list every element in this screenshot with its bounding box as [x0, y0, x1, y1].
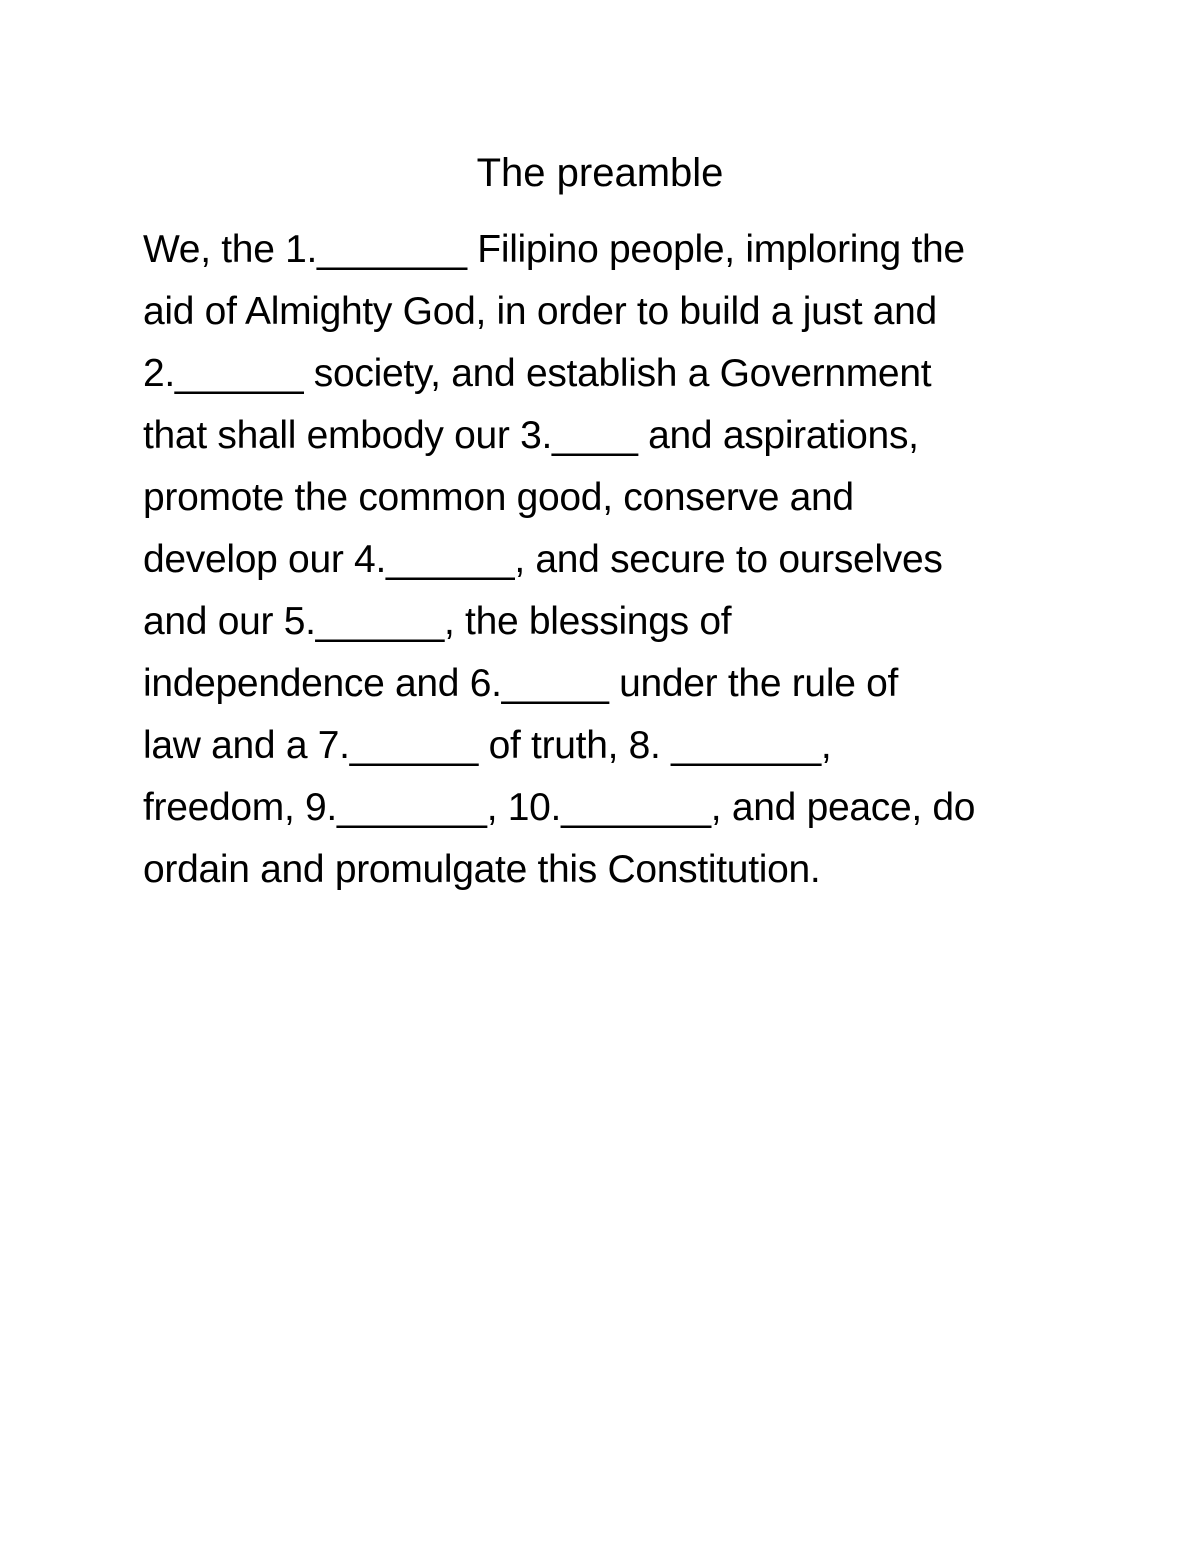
paragraph-line-4: that shall embody our 3.____ and aspirations, — [143, 414, 919, 457]
paragraph-line-2: aid of Almighty God, in order to build a just and — [143, 290, 937, 333]
paragraph-line-8: independence and 6._____ under the rule of — [143, 662, 899, 705]
paragraph-line-5: promote the common good, conserve and — [143, 476, 854, 519]
paragraph-line-3: 2.______ society, and establish a Government — [143, 352, 932, 395]
paragraph-line-10: freedom, 9._______, 10._______, and peace, do — [143, 786, 976, 829]
paragraph-line-6: develop our 4.______, and secure to ourselves — [143, 538, 943, 581]
preamble-paragraph — [143, 224, 1103, 906]
paragraph-line-1: We, the 1._______ Filipino people, imploring the — [143, 228, 965, 271]
paragraph-line-11: ordain and promulgate this Constitution. — [143, 848, 821, 891]
paragraph-line-7: and our 5.______, the blessings of — [143, 600, 732, 643]
paragraph-line-9: law and a 7.______ of truth, 8. _______, — [143, 724, 832, 767]
page-title: The preamble — [476, 151, 724, 195]
